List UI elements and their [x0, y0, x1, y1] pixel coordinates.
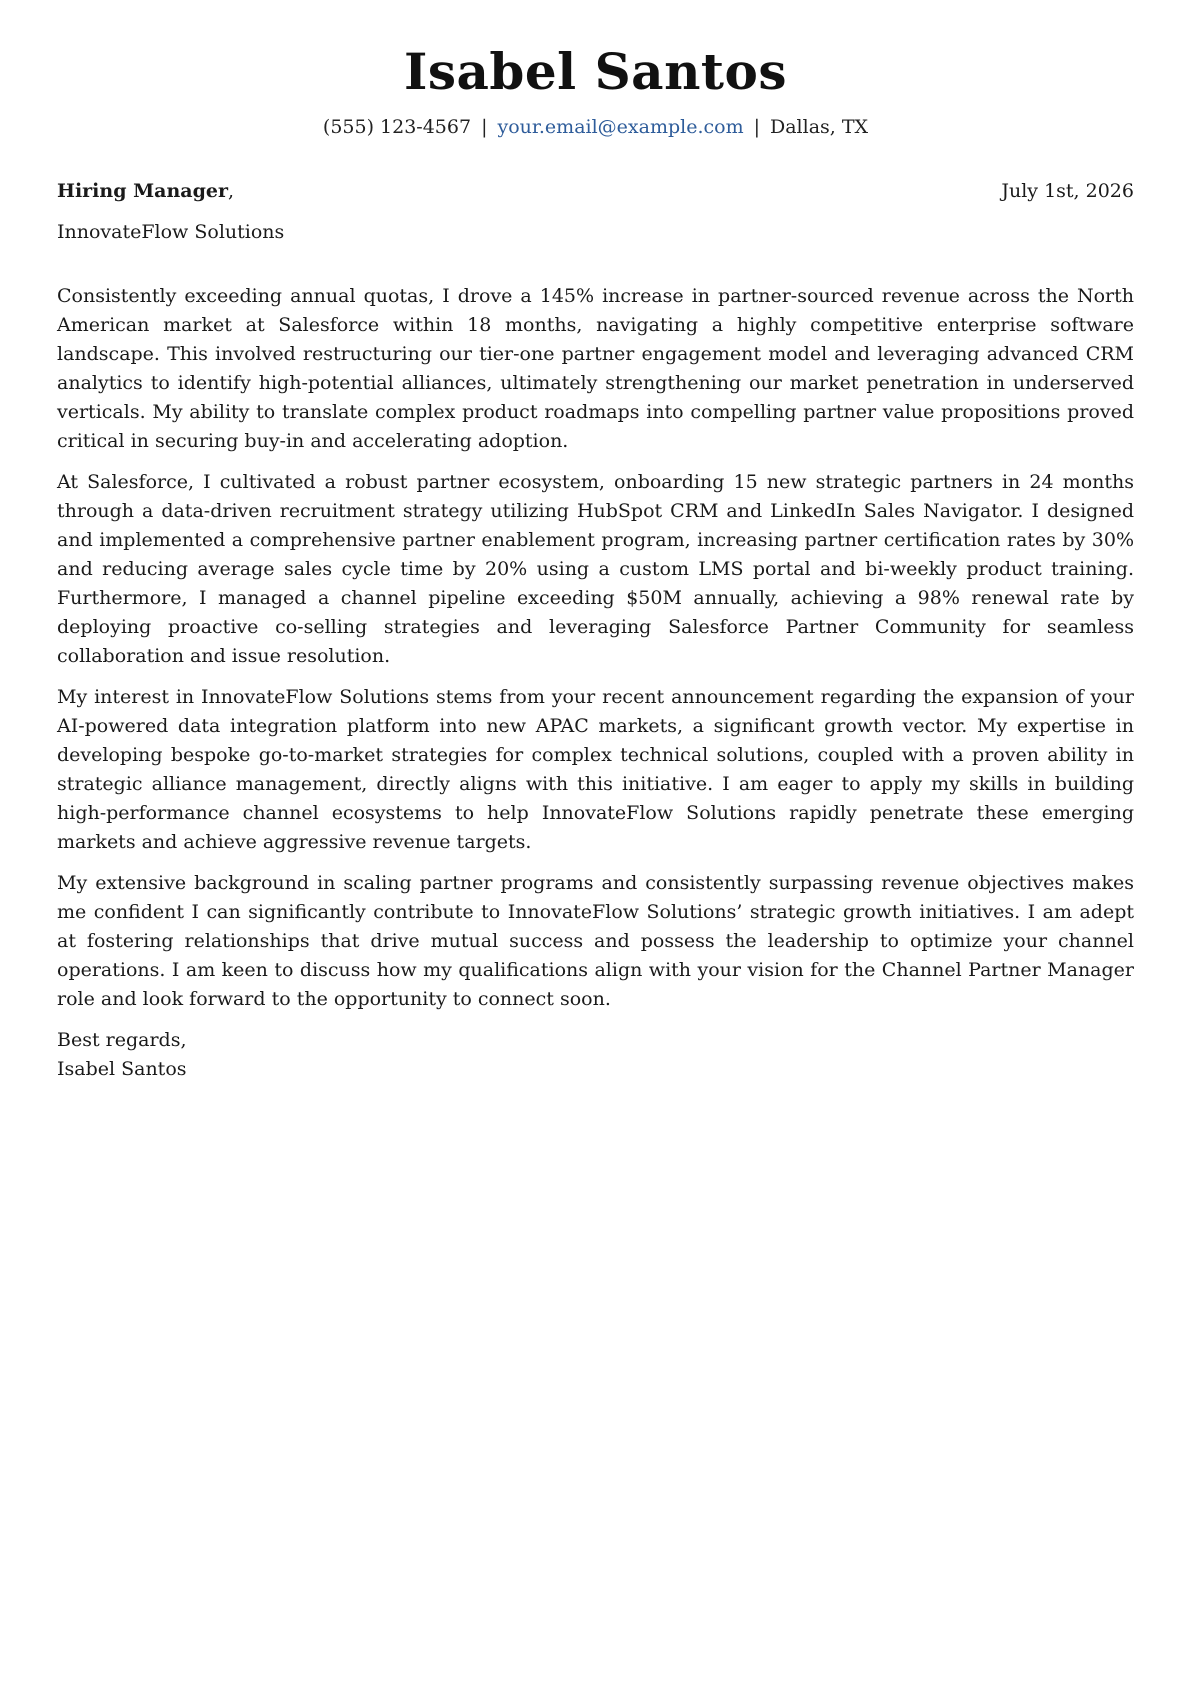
recipient-row — [57, 178, 1134, 204]
letter-date: July 1st, 2026 — [1001, 180, 1134, 202]
salutation — [57, 178, 234, 204]
letter-closing — [57, 1026, 187, 1084]
salutation-punctuation: , — [227, 180, 235, 202]
body-paragraph: My extensive background in scaling partner programs and consistently surpassing revenue objectives makes me confident I can significantly contribute to InnovateFlow Solutions’ strategic growth initiatives. I am adept at fostering relationships that drive mutual success and possess the leadership to optimize your channel operations. I am keen to discuss how my qualifications align with your vision for the Channel Partner Manager role and look forward to the opportunity to connect soon. — [57, 872, 1134, 1010]
contact-separator: | — [753, 116, 760, 138]
signature: Isabel Santos — [57, 1058, 187, 1080]
contact-separator: | — [481, 116, 488, 138]
location: Dallas, TX — [770, 116, 869, 138]
body-paragraph: Consistently exceeding annual quotas, I drove a 145% increase in partner-sourced revenue across the North American market at Salesforce within 18 months, navigating a highly competitive enterprise software landscape. This involved restructuring our tier-one partner engagement model and leveraging advanced CRM analytics to identify high-potential alliances, ultimately strengthening our market penetration in underserved verticals. My ability to translate complex product roadmaps into compelling partner value propositions proved critical in securing buy-in and accelerating adoption. — [57, 285, 1134, 452]
body-paragraph: My interest in InnovateFlow Solutions stems from your recent announcement regarding the expansion of your AI-powered data integration platform into new APAC markets, a significant growth vector. My expertise in developing bespoke go-to-market strategies for complex technical solutions, coupled with a proven ability in strategic alliance management, directly aligns with this initiative. I am eager to apply my skills in building high-performance channel ecosystems to help InnovateFlow Solutions rapidly penetrate these emerging markets and achieve aggressive revenue targets. — [57, 686, 1134, 853]
body-paragraph: At Salesforce, I cultivated a robust partner ecosystem, onboarding 15 new strategic partners in 24 months through a data-driven recruitment strategy utilizing HubSpot CRM and LinkedIn Sales Navigator. I designed and implemented a comprehensive partner enablement program, increasing partner certification rates by 30% and reducing average sales cycle time by 20% using a custom LMS portal and bi-weekly product training. Furthermore, I managed a channel pipeline exceeding $50M annually, achieving a 98% renewal rate by deploying proactive co-selling strategies and leveraging Salesforce Partner Community for seamless collaboration and issue resolution. — [57, 471, 1134, 667]
phone-number: (555) 123-4567 — [322, 116, 472, 138]
applicant-name: Isabel Santos — [403, 42, 788, 101]
contact-line — [57, 114, 1134, 140]
recipient-company: InnovateFlow Solutions — [57, 221, 285, 243]
valediction: Best regards, — [57, 1029, 187, 1051]
recipient-name: Hiring Manager — [57, 180, 228, 202]
email-link[interactable]: your.email@example.com — [497, 116, 744, 138]
letter-body — [57, 282, 1134, 1026]
